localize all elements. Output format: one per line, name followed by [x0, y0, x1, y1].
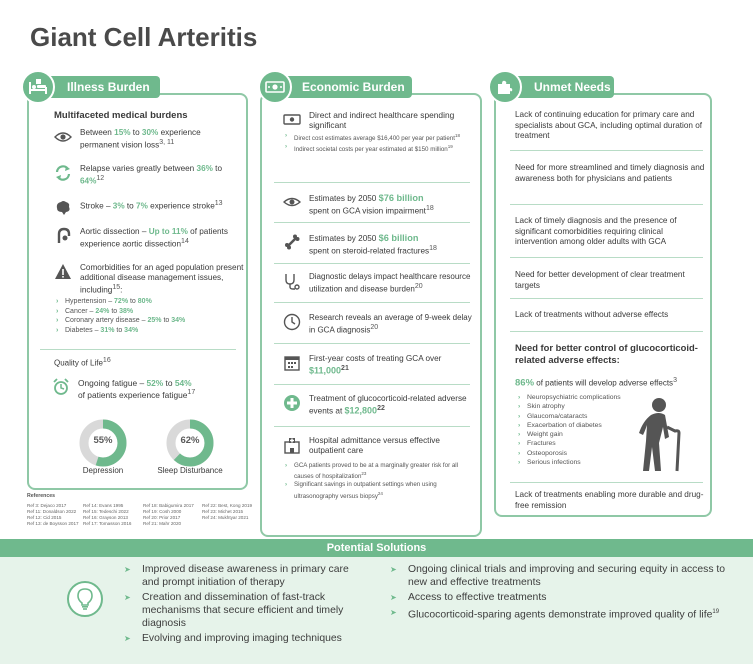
eye-icon — [54, 128, 72, 146]
adverse-effects-list — [518, 393, 648, 467]
relapse-item: Relapse varies greatly between 36% to 64%$^{12}$ — [54, 164, 242, 187]
first-year-cost-item: First-year costs of treating GCA over $11,000$^{21}$ — [283, 354, 473, 377]
list-item: › Weight gain — [518, 430, 648, 439]
glucocorticoid-stat: 86% of patients will develop adverse effects$^3$ — [515, 377, 677, 389]
adverse-events-cost-item: Treatment of glucocorticoid-related adverse events at $12,800$^{22}$ — [283, 394, 473, 417]
lightbulb-icon — [67, 581, 103, 617]
header-label: Economic Burden — [302, 80, 405, 94]
warning-icon — [54, 263, 72, 281]
list-item: ➤ Evolving and improving imaging techniques — [124, 632, 364, 645]
vision-cost-item: Estimates by 2050 $76 billion spent on GCA vision impairment$^{18}$ — [283, 193, 473, 217]
unmet-need-item: Need for more streamlined and timely diagnosis and awareness both for physicians and patients — [515, 163, 705, 183]
clock-icon — [283, 313, 301, 331]
sleep-disturbance-label: Sleep Disturbance — [157, 466, 223, 475]
divider — [274, 182, 470, 183]
comorbidity-list — [56, 297, 236, 335]
alarm-clock-icon — [52, 378, 70, 396]
references-column: Ref 18: Babigumira 2017 Ref 19: Cosh 2000 Ref 20: Prior 2017 Ref 21: Mahr 2020 — [143, 503, 194, 526]
sleep-disturbance-donut: 62% — [165, 418, 215, 468]
divider — [510, 331, 703, 332]
list-item: ➤ Access to effective treatments — [390, 591, 730, 604]
vision-loss-item: Between 15% to 30% experience permanent vision loss$^{3, 11}$ — [54, 128, 242, 151]
list-item: › Glaucoma/cataracts — [518, 412, 648, 421]
references-column: Ref 3: Dejaco 2017 Ref 11: Donaldson 2022 Ref 12: Cid 2015 Ref 13: de Boysson 2017 — [27, 503, 79, 526]
money-icon — [258, 70, 292, 104]
divider — [274, 384, 470, 385]
section-subtitle: Multifaceted medical burdens — [54, 110, 188, 121]
references-column: Ref 14: Evans 1995 Ref 15: Tedeschi 2022 Ref 16: Grayson 2013 Ref 17: Tomasson 2016 — [83, 503, 132, 526]
list-item: › Hypertension – 72% to 80% — [56, 297, 236, 307]
list-item: › Neuropsychiatric complications — [518, 393, 648, 402]
divider — [274, 222, 470, 223]
stroke-item: Stroke – 3% to 7% experience stroke$^{13}$ — [54, 199, 242, 217]
divider — [274, 343, 470, 344]
page-title: Giant Cell Arteritis — [30, 22, 258, 52]
brain-icon — [54, 199, 72, 217]
list-item: › Fractures — [518, 439, 648, 448]
diagnosis-delay-research-item: Research reveals an average of 9-week delay in GCA diagnosis$^{20}$ — [283, 313, 473, 336]
list-item: › Significant savings in outpatient settings when using ultrasonography versus biopsy$^{24}$ — [285, 481, 477, 500]
list-item: › Skin atrophy — [518, 402, 648, 411]
list-item: › Direct cost estimates average $16,400 per year per patient$^{18}$ — [285, 132, 475, 143]
list-item: ➤ Improved disease awareness in primary care and prompt initiation of therapy — [124, 563, 364, 589]
solutions-panel — [0, 557, 753, 664]
list-item: ➤ Ongoing clinical trials and improving and securing equity in access to new and effective treatments — [390, 563, 730, 589]
solutions-header: Potential Solutions — [0, 539, 753, 557]
list-item: › Diabetes – 31% to 34% — [56, 326, 236, 336]
medical-cross-icon — [283, 394, 301, 412]
list-item: › Cancer – 24% to 38% — [56, 307, 236, 317]
money-icon — [283, 110, 301, 128]
divider — [274, 302, 470, 303]
calendar-icon — [283, 354, 301, 372]
depression-donut: 55% — [78, 418, 128, 468]
hospital-admittance-item: Hospital admittance versus effective outpatient care — [283, 436, 473, 456]
divider — [510, 150, 703, 151]
elderly-person-icon — [637, 397, 687, 473]
references-column: Ref 22: Best, Kong 2019 Ref 23: Michet 2015 Ref 24: Mukhtyar 2021 — [202, 503, 253, 520]
diagnostic-delay-item: Diagnostic delays impact healthcare resource utilization and disease burden$^{20}$ — [283, 272, 473, 295]
list-item: › Coronary artery disease – 25% to 34% — [56, 316, 236, 326]
bone-icon — [283, 233, 301, 251]
divider — [510, 257, 703, 258]
list-item: › Indirect societal costs per year estimated at $150 million$^{19}$ — [285, 143, 475, 154]
hospital-bed-icon — [21, 70, 55, 104]
unmet-need-item: Need for better development of clear treatment targets — [515, 270, 685, 290]
list-item: ➤ Glucocorticoid-sparing agents demonstrate improved quality of life$^{19}$ — [390, 606, 730, 621]
economic-burden-header — [264, 76, 412, 98]
hospital-list — [285, 462, 477, 501]
header-label: Unmet Needs — [534, 80, 611, 94]
divider — [510, 298, 703, 299]
divider — [510, 482, 703, 483]
list-item: ➤ Creation and dissemination of fast-track mechanisms that secure efficient and timely diagnosis — [124, 591, 364, 630]
fracture-cost-item: Estimates by 2050 $6 billion spent on steroid-related fractures$^{18}$ — [283, 233, 473, 257]
depression-label: Depression — [82, 466, 124, 475]
aortic-dissection-item: Aortic dissection – Up to 11% of patients experience aortic dissection$^{14}$ — [54, 227, 242, 250]
stethoscope-icon — [283, 272, 301, 290]
unmet-need-item: Lack of continuing education for primary care and specialists about GCA, including optimal duration of treatment — [515, 110, 703, 140]
references — [27, 493, 253, 526]
unmet-need-item: Lack of treatments enabling more durable and drug-free remission — [515, 490, 704, 510]
unmet-need-item: Lack of timely diagnosis and the presence of significant comorbidities requiring clinical intervention among older adults with GCA — [515, 216, 677, 246]
list-item: › Serious infections — [518, 458, 648, 467]
puzzle-icon — [488, 70, 522, 104]
divider — [510, 204, 703, 205]
divider — [274, 263, 470, 264]
spending-list — [285, 132, 475, 155]
unmet-needs-header — [494, 76, 614, 98]
spending-item: Direct and indirect healthcare spending significant — [283, 110, 473, 130]
hospital-icon — [283, 436, 301, 454]
divider — [274, 426, 470, 427]
illness-burden-header — [27, 76, 160, 98]
divider — [40, 349, 236, 350]
solutions-right-list — [390, 563, 730, 623]
list-item: › Exacerbation of diabetes — [518, 421, 648, 430]
comorbidities-item: Comorbidities for an aged population present additional disease management issues, including$^{15}$: — [54, 263, 244, 296]
eye-icon — [283, 193, 301, 211]
references-title: References — [27, 493, 55, 499]
relapse-arrows-icon — [54, 164, 72, 182]
list-item: › Osteoporosis — [518, 449, 648, 458]
aorta-icon — [54, 227, 72, 245]
unmet-need-item: Lack of treatments without adverse effects — [515, 310, 669, 319]
quality-of-life-label: Quality of Life$^{16}$ — [54, 357, 111, 368]
glucocorticoid-title: Need for better control of glucocorticoid-related adverse effects: — [515, 342, 698, 365]
solutions-left-list — [124, 563, 364, 647]
header-label: Illness Burden — [67, 80, 150, 94]
list-item: › GCA patients proved to be at a marginally greater risk for all causes of hospitalization$^{23}$ — [285, 462, 477, 481]
fatigue-item: Ongoing fatigue – 52% to 54% of patients experience fatigue$^{17}$ — [52, 378, 242, 400]
